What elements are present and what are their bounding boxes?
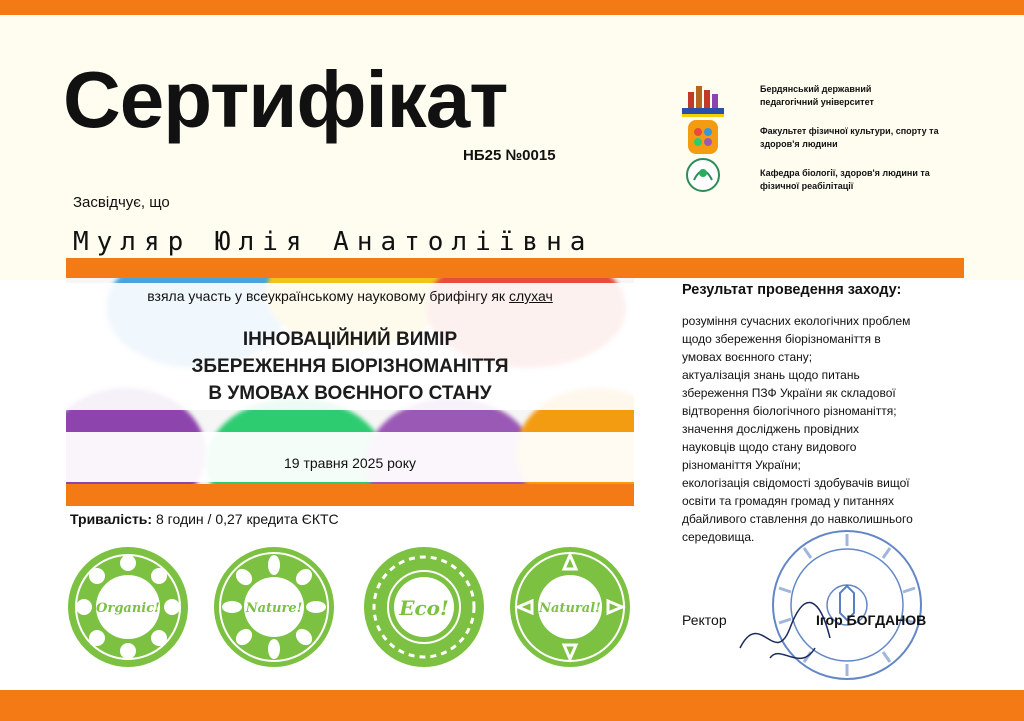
result-line: відтворення біологічного різноманіття; <box>682 404 897 418</box>
rector-label: Ректор <box>682 612 727 628</box>
natural-badge-icon <box>508 545 632 669</box>
orange-divider-stripe <box>66 258 964 278</box>
results-heading: Результат проведення заходу: <box>682 282 902 298</box>
event-title <box>66 326 634 407</box>
badge-label: Nature! <box>245 601 303 616</box>
certificate-number: НБ25 №0015 <box>463 147 556 164</box>
participation-text <box>66 288 634 304</box>
organic-badge-icon <box>66 545 190 669</box>
result-line: розуміння сучасних екологічних проблем <box>682 314 911 328</box>
result-line: середовища. <box>682 530 755 544</box>
result-line: значення досліджень провідних <box>682 422 860 436</box>
result-line: освіти та громадян громад у питаннях <box>682 494 895 508</box>
duration-value: 8 годин / 0,27 кредита ЄКТС <box>155 511 339 527</box>
badge-label: Natural! <box>539 601 601 616</box>
rector-name: Ігор БОГДАНОВ <box>816 612 927 628</box>
result-line: екологізація свідомості здобувачів вищої <box>682 476 910 490</box>
result-line: науковців щодо стану видового <box>682 440 857 454</box>
certifies-label: Засвідчує, що <box>73 194 170 211</box>
result-line: щодо збереження біорізноманіття в <box>682 332 881 346</box>
event-title-line: ІННОВАЦІЙНИЙ ВИМІР <box>242 329 458 350</box>
top-orange-bar <box>0 0 1024 15</box>
event-title-line: В УМОВАХ ВОЄННОГО СТАНУ <box>208 383 492 404</box>
department-emblem-icon <box>680 156 726 194</box>
faculty-name: Факультет фізичної культури, спорту та здоров'я людини <box>760 126 939 149</box>
bottom-orange-bar <box>0 690 1024 721</box>
result-line: актуалізація знань щодо питань <box>682 368 860 382</box>
result-line: дбайливого ставлення до навколишнього <box>682 512 913 526</box>
university-building-logo-icon <box>680 80 726 118</box>
eco-badge-icon <box>362 545 486 669</box>
participant-role: слухач <box>508 288 553 304</box>
badge-label: Eco! <box>399 596 449 620</box>
duration <box>70 511 339 527</box>
orange-band <box>66 484 634 506</box>
certificate-title: Сертифікат <box>63 55 508 144</box>
badge-label: Organic! <box>96 601 160 616</box>
results-list <box>682 312 972 546</box>
event-title-line: ЗБЕРЕЖЕННЯ БІОРІЗНОМАНІТТЯ <box>191 356 509 377</box>
recipient-name: Муляр Юлія Анатоліївна <box>73 227 594 257</box>
rector-signature-icon <box>730 588 850 678</box>
result-line: збереження ПЗФ України як складової <box>682 386 896 400</box>
university-info <box>760 83 940 209</box>
result-line: умовах воєнного стану; <box>682 350 813 364</box>
participation-prefix: взяла участь у всеукраїнському науковому брифінгу як <box>147 288 506 304</box>
nature-badge-icon <box>212 545 336 669</box>
duration-label: Тривалість: <box>70 511 153 527</box>
result-line: різноманіття України; <box>682 458 801 472</box>
university-name: Бердянський державний педагогічний університет <box>760 84 874 107</box>
faculty-emblem-icon <box>680 118 726 156</box>
event-date: 19 травня 2025 року <box>284 455 416 471</box>
department-name: Кафедра біології, здоров'я людини та фізичної реабілітації <box>760 168 930 191</box>
